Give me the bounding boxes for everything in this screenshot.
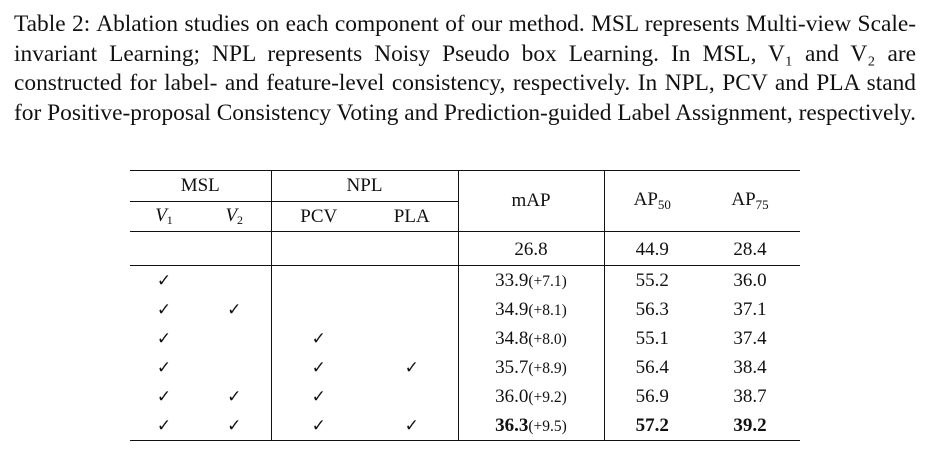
map-cell — [458, 382, 604, 411]
baseline-row — [130, 232, 800, 266]
v1-check-cell: ✓ — [130, 266, 198, 296]
map-delta: (+8.1) — [528, 301, 567, 319]
table-row — [130, 295, 800, 324]
header-ap75-sub: 75 — [755, 197, 769, 212]
header-msl: MSL — [130, 171, 271, 202]
caption-label: Table 2: — [14, 11, 91, 37]
v2-check-cell: ✓ — [227, 386, 242, 407]
caption-text: Ablation studies on each component of our method. MSL represents Multi-view Scale-invariant Learning; NPL represents Noisy Pseudo box Learning. In MSL, V₁ and V₂ are constructed for label- and feature-level consistency, respectively. In NPL, PCV and PLA stand for Positive-proposal Consistency Voting and Prediction-guided Label Assignment, respectively. — [14, 11, 917, 126]
header-v2 — [198, 202, 271, 232]
map-value: 36.3 — [495, 414, 529, 436]
ap50-cell: 56.9 — [604, 382, 700, 411]
header-ap75 — [700, 171, 800, 232]
v1-check-cell: ✓ — [156, 386, 172, 407]
ap50-cell: 56.4 — [604, 353, 700, 382]
table-row — [130, 324, 800, 353]
v1-check-cell: ✓ — [156, 299, 172, 320]
pla-check-cell: ✓ — [366, 411, 458, 441]
pla-check-cell — [366, 295, 458, 324]
map-value: 34.9 — [495, 298, 529, 320]
map-delta: (+9.2) — [528, 388, 567, 406]
map-cell — [458, 266, 604, 296]
table-row — [130, 266, 800, 296]
v2-check-cell: ✓ — [227, 299, 242, 320]
ap75-cell: 37.4 — [733, 327, 767, 349]
v2-check-cell — [198, 266, 271, 296]
header-v1 — [130, 202, 198, 232]
pla-check-cell — [366, 324, 458, 353]
v1-check-cell: ✓ — [156, 357, 172, 378]
v2-check-cell — [198, 353, 271, 382]
map-cell — [458, 353, 604, 382]
map-value: 36.0 — [495, 385, 529, 407]
map-cell — [458, 295, 604, 324]
pla-check-cell — [366, 266, 458, 296]
map-delta: (+9.5) — [528, 417, 567, 435]
baseline-map: 26.8 — [458, 232, 604, 266]
ablation-table-container — [130, 170, 800, 441]
pcv-check-cell: ✓ — [271, 382, 366, 411]
pcv-check-cell: ✓ — [271, 411, 366, 441]
ap50-cell: 57.2 — [604, 411, 700, 441]
table-caption — [14, 10, 916, 128]
header-v2-base: V — [225, 205, 238, 226]
ap75-cell: 38.4 — [733, 356, 767, 378]
ap75-cell: 36.0 — [700, 266, 800, 296]
baseline-ap75: 28.4 — [700, 232, 800, 266]
header-ap50-base: AP — [633, 189, 658, 210]
header-map: mAP — [458, 171, 604, 232]
pcv-check-cell: ✓ — [271, 324, 366, 353]
header-ap50-sub: 50 — [657, 197, 671, 212]
ap75-cell: 38.7 — [733, 385, 767, 407]
pcv-check-cell — [271, 295, 366, 324]
header-pcv: PCV — [271, 202, 366, 232]
map-value: 35.7 — [495, 356, 529, 378]
v1-check-cell: ✓ — [156, 328, 172, 349]
ablation-table — [130, 170, 800, 441]
pla-check-cell: ✓ — [404, 357, 419, 378]
header-v2-sub: 2 — [237, 213, 244, 227]
header-v1-sub: 1 — [166, 213, 173, 227]
header-npl: NPL — [271, 171, 458, 202]
table-row — [130, 382, 800, 411]
v2-check-cell: ✓ — [198, 411, 271, 441]
table-row — [130, 353, 800, 382]
ap75-cell: 37.1 — [733, 298, 767, 320]
map-delta: (+7.1) — [528, 272, 567, 290]
pla-check-cell — [366, 382, 458, 411]
header-ap75-base: AP — [731, 189, 756, 210]
header-ap50 — [604, 171, 700, 232]
header-row-groups — [130, 171, 800, 202]
pcv-check-cell: ✓ — [271, 353, 366, 382]
ap50-cell: 56.3 — [604, 295, 700, 324]
map-value: 33.9 — [495, 269, 529, 291]
ap50-cell: 55.1 — [604, 324, 700, 353]
header-v1-base: V — [155, 205, 167, 226]
baseline-ap50: 44.9 — [604, 232, 700, 266]
result-rows — [130, 266, 800, 441]
header-pla: PLA — [393, 205, 430, 227]
map-value: 34.8 — [495, 327, 529, 349]
v2-check-cell — [198, 324, 271, 353]
ap75-cell: 39.2 — [700, 411, 800, 441]
map-cell — [458, 324, 604, 353]
map-delta: (+8.0) — [528, 330, 567, 348]
map-cell — [458, 411, 604, 441]
map-delta: (+8.9) — [528, 359, 567, 377]
pcv-check-cell — [271, 266, 366, 296]
v1-check-cell: ✓ — [130, 411, 198, 441]
ap50-cell: 55.2 — [604, 266, 700, 296]
table-row — [130, 411, 800, 441]
